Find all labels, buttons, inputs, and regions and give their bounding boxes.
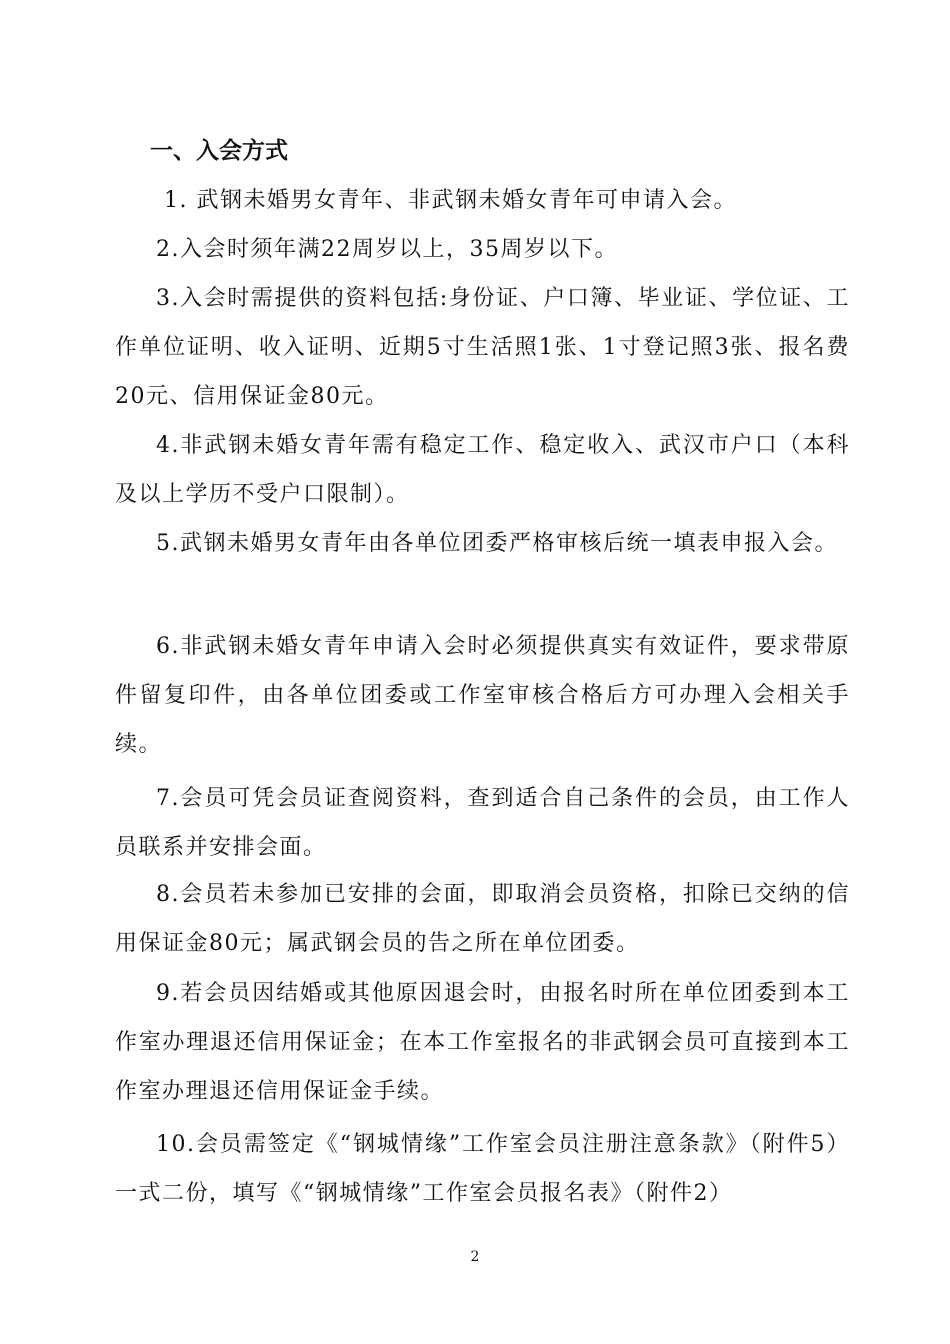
paragraph-5: 5.武钢未婚男女青年由各单位团委严格审核后统一填表申报入会。 — [156, 531, 838, 556]
paragraph-10: 10.会员需签定《“钢城情缘”工作室会员注册注意条款》（附件5）一式二份，填写《“钢城情缘”工作室会员报名表》（附件2） — [115, 1132, 850, 1206]
page-number: 2 — [470, 1249, 480, 1265]
paragraph-4: 4.非武钢未婚女青年需有稳定工作、稳定收入、武汉市户口（本科及以上学历不受户口限制）。 — [115, 433, 850, 507]
paragraph-3: 3.入会时需提供的资料包括:身份证、户口簿、毕业证、学位证、工作单位证明、收入证明、近期5寸生活照1张、1寸登记照3张、报名费20元、信用保证金80元。 — [115, 286, 850, 409]
paragraph-2: 2.入会时须年满22周岁以上，35周岁以下。 — [156, 237, 618, 262]
paragraph-1: 1. 武钢未婚男女青年、非武钢未婚女青年可申请入会。 — [164, 188, 737, 213]
paragraph-6: 6.非武钢未婚女青年申请入会时必须提供真实有效证件，要求带原件留复印件，由各单位团委或工作室审核合格后方可办理入会相关手续。 — [115, 634, 850, 757]
paragraph-9: 9.若会员因结婚或其他原因退会时，由报名时所在单位团委到本工作室办理退还信用保证金；在本工作室报名的非武钢会员可直接到本工作室办理退还信用保证金手续。 — [115, 981, 850, 1104]
paragraph-7: 7.会员可凭会员证查阅资料，查到适合自己条件的会员，由工作人员联系并安排会面。 — [115, 786, 850, 860]
section-heading: 一、入会方式 — [150, 138, 288, 164]
paragraph-8: 8.会员若未参加已安排的会面，即取消会员资格，扣除已交纳的信用保证金80元；属武钢会员的告之所在单位团委。 — [115, 882, 850, 956]
